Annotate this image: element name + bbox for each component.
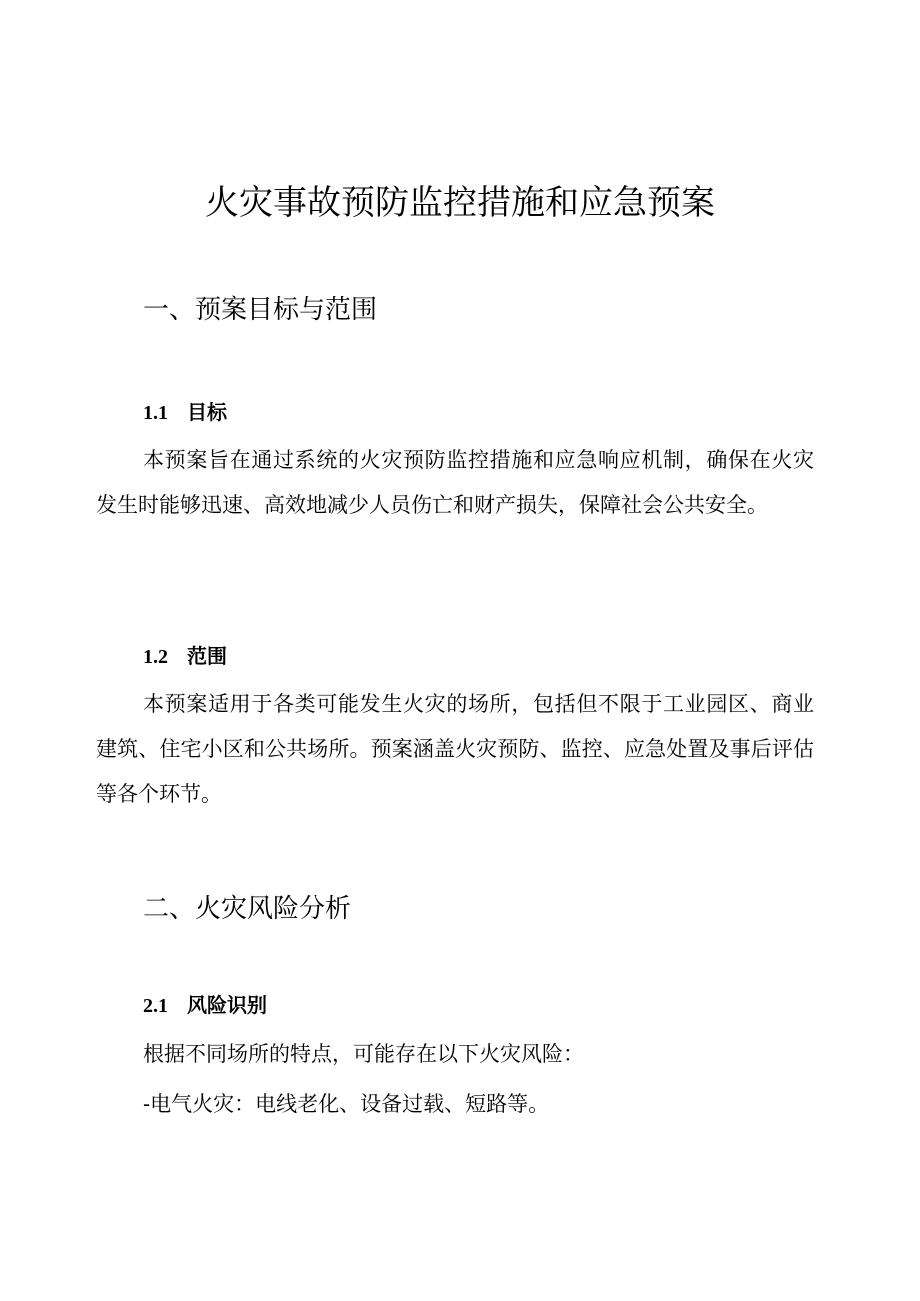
subsection-label: 风险识别: [187, 995, 267, 1017]
subsection-1-1-heading: [143, 398, 227, 428]
subsection-2-1-heading: [143, 991, 267, 1021]
subsection-number: 2.1: [143, 995, 168, 1017]
subsection-1-2-heading: [143, 642, 227, 672]
risk-list-item: -电气火灾：电线老化、设备过载、短路等。: [143, 1092, 550, 1116]
subsection-number: 1.2: [143, 646, 168, 668]
section-2-heading: 二、火灾风险分析: [143, 894, 352, 924]
subsection-1-2-paragraph: 本预案适用于各类可能发生火灾的场所，包括但不限于工业园区、商业建筑、住宅小区和公共场所。预案涵盖火灾预防、监控、应急处置及事后评估等各个环节。: [96, 692, 814, 806]
subsection-label: 范围: [187, 646, 227, 668]
subsection-number: 1.1: [143, 402, 168, 424]
section-1-heading: 一、预案目标与范围: [143, 295, 378, 325]
subsection-label: 目标: [187, 402, 227, 424]
subsection-1-1-paragraph: 本预案旨在通过系统的火灾预防监控措施和应急响应机制，确保在火灾发生时能够迅速、高效地减少人员伤亡和财产损失，保障社会公共安全。: [96, 448, 814, 517]
document-title: 火灾事故预防监控措施和应急预案: [205, 183, 715, 223]
subsection-2-1-intro: 根据不同场所的特点，可能存在以下火灾风险：: [143, 1042, 584, 1066]
